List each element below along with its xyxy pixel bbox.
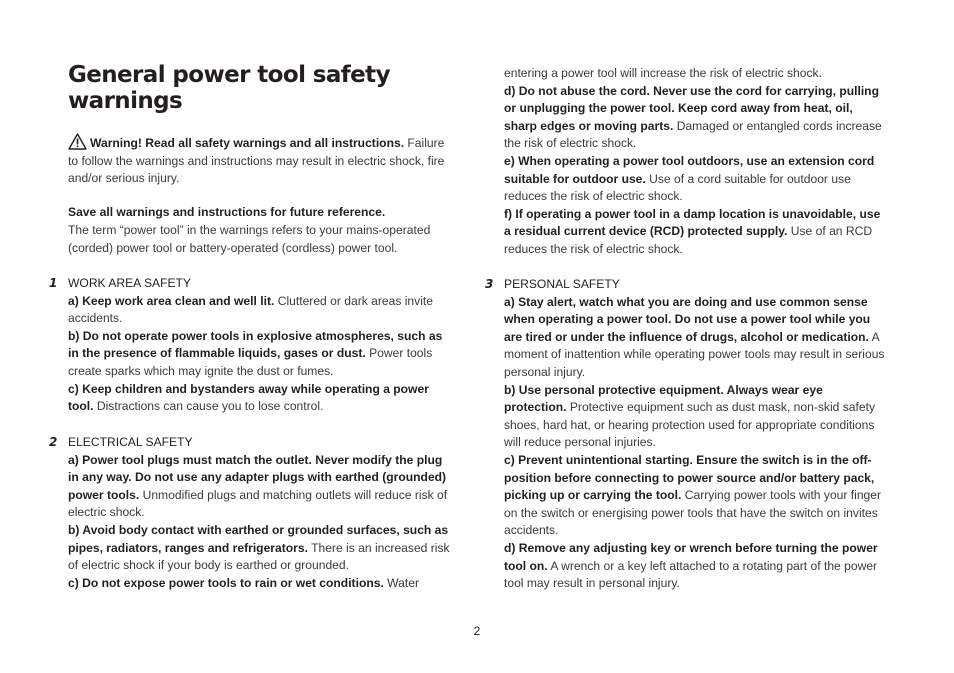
section-title: PERSONAL SAFETY bbox=[504, 277, 620, 291]
list-item: e) When operating a power tool outdoors, use an extension cord suitable for outdoor use. Use of a cord suitable for outdoor use reduces the risk of electric shock. bbox=[504, 153, 875, 204]
section-number: 2 bbox=[49, 435, 58, 449]
section-personal bbox=[485, 276, 888, 593]
section-title: ELECTRICAL SAFETY bbox=[68, 435, 193, 449]
warning-triangle-icon bbox=[68, 133, 87, 150]
warning-paragraph bbox=[68, 133, 452, 188]
page-number: 2 bbox=[473, 624, 481, 638]
list-item: c) Do not expose power tools to rain or wet conditions. Water bbox=[68, 575, 419, 590]
list-item: a) Keep work area clean and well lit. Cluttered or dark areas invite accidents. bbox=[68, 293, 433, 326]
list-item: a) Power tool plugs must match the outlet. Never modify the plug in any way. Do not use any adapter plugs with earthed (grounded) power tools. Unmodified plugs and matching outlets will reduce risk of electric shock. bbox=[68, 452, 448, 520]
section-number: 1 bbox=[49, 276, 58, 290]
warning-bold: Warning! Read all safety warnings and all instructions. bbox=[90, 136, 405, 150]
continued-text: entering a power tool will increase the risk of electric shock. bbox=[504, 66, 822, 80]
list-item: f) If operating a power tool in a damp location is unavoidable, use a residual current device (RCD) protected supply. Use of an RCD reduces the risk of electric shock. bbox=[504, 206, 881, 256]
list-item: b) Use personal protective equipment. Always wear eye protection. Protective equipment such as dust mask, non-skid safety shoes, hard hat, or hearing protection used for appropriate conditions will reduce personal injuries. bbox=[504, 382, 876, 450]
section-number: 3 bbox=[485, 277, 494, 291]
warning-text: Failure to follow the warnings and instructions may result in electric shock, fire and/or serious injury. bbox=[68, 136, 445, 186]
section-electrical bbox=[49, 434, 452, 592]
list-item: d) Remove any adjusting key or wrench before turning the power tool on. A wrench or a key left attached to a rotating part of the power tool may result in personal injury. bbox=[504, 540, 878, 591]
save-instructions: Save all warnings and instructions for future reference. bbox=[68, 205, 386, 219]
list-item: a) Stay alert, watch what you are doing and use common sense when operating a power tool. Do not use a power tool while you are tired or under the influence of drugs, alcohol or medication. A moment of inattention while operating power tools may result in serious personal injury. bbox=[504, 294, 885, 379]
list-item: c) Keep children and bystanders away while operating a power tool. Distractions can cause you to lose control. bbox=[68, 381, 429, 414]
list-item: b) Do not operate power tools in explosive atmospheres, such as in the presence of flammable liquids, gases or dust. Power tools create sparks which may ignite the dust or fumes. bbox=[68, 328, 443, 378]
page-title: General power tool safety warnings bbox=[68, 62, 390, 114]
section-title: WORK AREA SAFETY bbox=[68, 276, 191, 290]
list-item: b) Avoid body contact with earthed or grounded surfaces, such as pipes, radiators, ranges and refrigerators. There is an increased risk of electric shock if your body is earthed or grounded. bbox=[68, 522, 450, 573]
section-electrical-continued bbox=[504, 65, 888, 259]
list-item: d) Do not abuse the cord. Never use the cord for carrying, pulling or unplugging the power tool. Keep cord away from heat, oil, sharp edges or moving parts. Damaged or entangled cords increase the risk of electric shock. bbox=[504, 83, 882, 151]
section-work-area bbox=[49, 275, 452, 416]
term-definition: The term “power tool” in the warnings refers to your mains-operated (corded) power tool or battery-operated (cordless) power tool. bbox=[68, 223, 431, 255]
list-item: c) Prevent unintentional starting. Ensure the switch is in the off-position before connecting to power source and/or battery pack, picking up or carrying the tool. Carrying power tools with your finger on the switch or energising power tools that have the switch on invites accidents. bbox=[504, 452, 882, 538]
